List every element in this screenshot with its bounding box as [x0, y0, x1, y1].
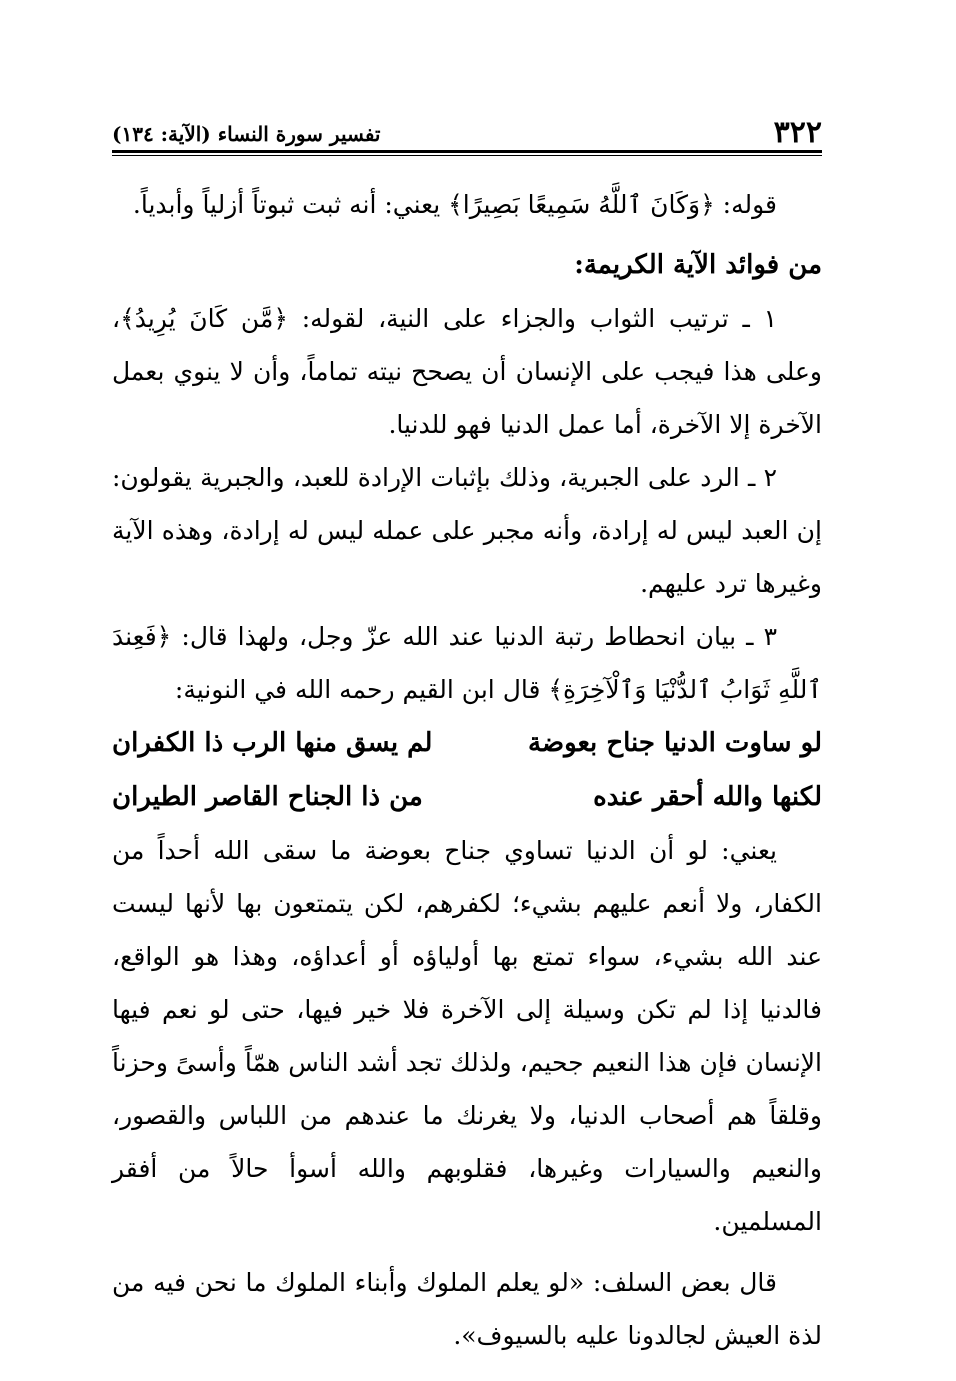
- page-number: ٣٢٢: [773, 115, 822, 150]
- running-title: تفسير سورة النساء (الآية: ١٣٤): [112, 122, 381, 146]
- intro-paragraph: [112, 178, 822, 231]
- quran-verse-benefit-1: ﴿مَّن كَانَ يُرِيدُ﴾: [120, 304, 288, 333]
- quran-verse-intro: ﴿وَكَانَ ٱللَّهُ سَمِيعًا بَصِيرًا﴾: [448, 190, 715, 219]
- page-header: [112, 112, 822, 148]
- benefit-2-paragraph: ٢ ـ الرد على الجبرية، وذلك بإثبات الإرادة للعبد، والجبرية يقولون: إن العبد ليس له إرادة، وأنه مجبر على عمله ليس له إرادة، وهذه الآية وغيرها ترد عليهم.: [112, 463, 822, 598]
- quran-verse-benefit-3: ﴿فَعِندَ ٱللَّهِ ثَوَابُ ٱلدُّنْيَا وَٱلْآخِرَةِ﴾: [112, 622, 822, 704]
- benefit-1-text-before: ١ ـ ترتيب الثواب والجزاء على النية، لقوله:: [287, 304, 777, 333]
- header-rule-thin: [112, 155, 822, 156]
- benefit-1-text-after: ، وعلى هذا فيجب على الإنسان أن يصحح نيته تماماً، وأن لا ينوي بعمل الآخرة إلا الآخرة، أما عمل الدنيا فهو للدنيا.: [112, 304, 822, 439]
- intro-text-before: قوله:: [714, 190, 777, 219]
- poem-verse-2: [112, 770, 822, 824]
- poem-verse-2-first-half: لكنها والله أحقر عنده: [593, 782, 822, 812]
- section-heading: من فوائد الآية الكريمة:: [574, 250, 822, 280]
- benefit-3-paragraph: [112, 610, 822, 716]
- benefit-3-text-before: ٣ ـ بيان انحطاط رتبة الدنيا عند الله عزّ وجل، ولهذا قال:: [171, 622, 777, 651]
- intro-text-after: يعني: أنه ثبت ثبوتاً أزلياً وأبدياً.: [132, 190, 449, 219]
- explanation-paragraph: يعني: لو أن الدنيا تساوي جناح بعوضة ما سقى الله أحداً من الكفار، ولا أنعم عليهم بشيء؛ لكفرهم، لكن يتمتعون بها لأنها ليست عند الله بشيء، سواء تمتع بها أولياؤه أو أعداؤه، وهذا هو الواقع، فالدنيا إذا لم تكن وسيلة إلى الآخرة فلا خير فيها، حتى لو نعم فيها الإنسان فإن هذا النعيم جحيم، ولذلك تجد أشد الناس همّاً وأسىً وحزناً وقلقاً هم أصحاب الدنيا، ولا يغرنك ما عندهم من اللباس والقصور، والنعيم والسيارات وغيرها، فقلوبهم والله أسوأ حالاً من أفقر المسلمين.: [112, 836, 822, 1236]
- poem-verse-1: [112, 716, 822, 770]
- salaf-quote-paragraph: قال بعض السلف: «لو يعلم الملوك وأبناء الملوك ما نحن فيه من لذة العيش لجالدونا عليه بالسيوف».: [112, 1268, 822, 1350]
- benefit-1-paragraph: [112, 292, 822, 451]
- header-rule-thick: [112, 150, 822, 153]
- benefit-3-text-after: قال ابن القيم رحمه الله في النونية:: [174, 675, 549, 704]
- poem-verse-2-second-half: من ذا الجناح القاصر الطيران: [112, 782, 423, 812]
- poem-verse-1-second-half: لم يسق منها الرب ذا الكفران: [112, 728, 433, 758]
- page-content: [112, 178, 822, 1362]
- poem-verse-1-first-half: لو ساوت الدنيا جناح بعوضة: [528, 728, 822, 758]
